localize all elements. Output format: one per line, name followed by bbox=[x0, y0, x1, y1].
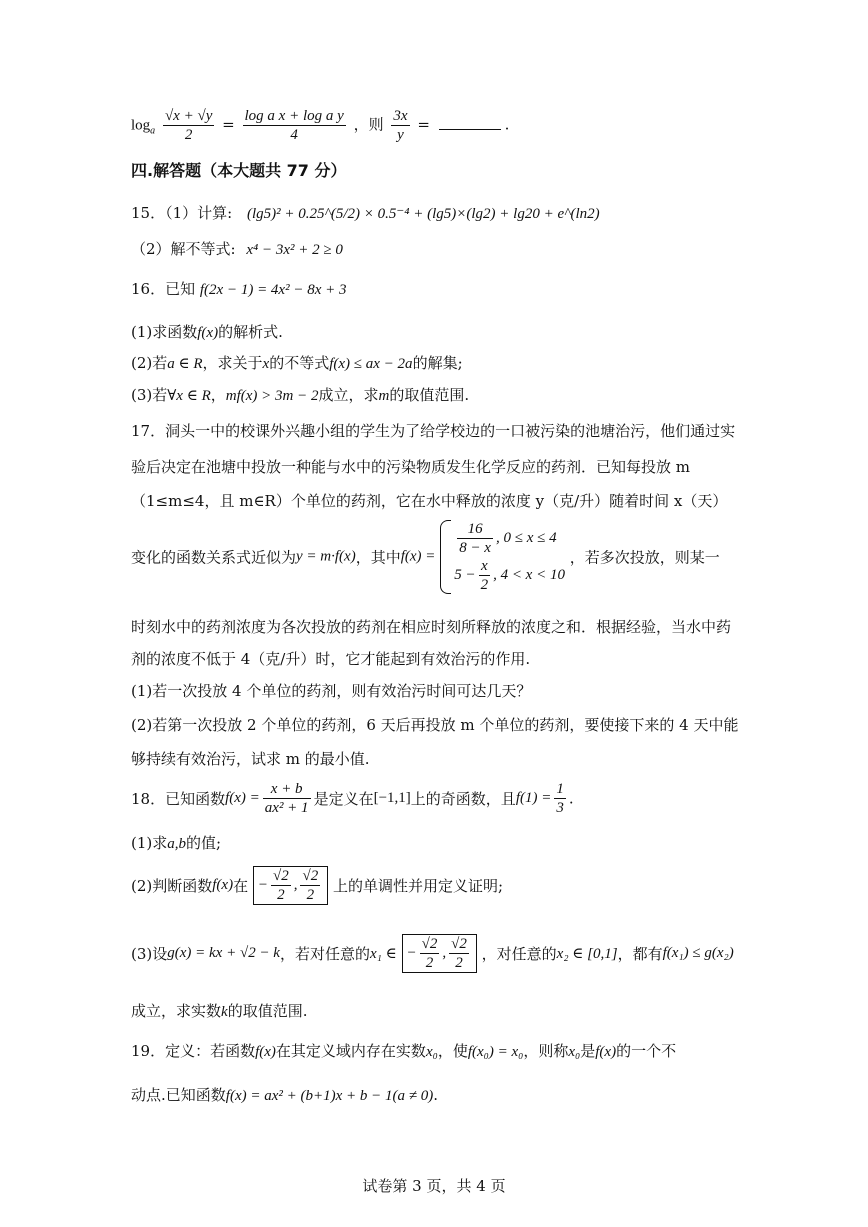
q19-l2-eq: f(x) = ax² + (b+1)x + b − 1(a ≠ 0) bbox=[225, 1088, 434, 1104]
q17-l4-c: ，若多次投放，则某一 bbox=[569, 548, 720, 567]
q18-p1-ab: a,b bbox=[167, 836, 186, 852]
section-heading: 四.解答题（本大题共 77 分） bbox=[131, 161, 347, 180]
q18-p4-k: k bbox=[221, 1004, 228, 1020]
q18-p3-g: g(x) = kx + √2 − k bbox=[167, 945, 280, 961]
q19-l1-b: 在其定义域内存在实数 bbox=[275, 1042, 426, 1060]
q18-part2 bbox=[131, 866, 503, 905]
piece-row-2 bbox=[454, 557, 565, 594]
frac-y-den: y bbox=[397, 127, 404, 143]
q18-f1-frac bbox=[554, 780, 566, 817]
q16-part2 bbox=[131, 352, 463, 375]
frac-sqrt-num: √x + √y bbox=[164, 108, 213, 124]
q16-p3-d: 的取值范围. bbox=[389, 386, 470, 404]
q18-f1-num: 1 bbox=[556, 781, 564, 797]
q18-p4-b: 的取值范围. bbox=[227, 1002, 308, 1020]
p3-int-left-den: 2 bbox=[425, 955, 434, 971]
p3-int-right-num: √2 bbox=[451, 936, 467, 952]
p3-int-comma: , bbox=[442, 945, 447, 961]
q16-part3 bbox=[131, 384, 469, 407]
q17-line4 bbox=[131, 520, 720, 594]
q16-p2-b: ，求关于 bbox=[202, 354, 263, 372]
q17-line2: 验后决定在池塘中投放一种能与水中的污染物质发生化学反应的药剂．已知每投放 m bbox=[131, 458, 690, 476]
q18-part1 bbox=[131, 832, 221, 855]
q18-p4: 成立，求实数 bbox=[131, 1002, 222, 1020]
q17-line6: 剂的浓度不低于 4（克/升）时，它才能起到有效治污的作用. bbox=[131, 650, 531, 668]
q16-given: f(2x − 1) = 4x² − 8x + 3 bbox=[199, 282, 347, 298]
q16-p2-ineq: f(x) ≤ ax − 2a bbox=[329, 356, 413, 372]
q17-part2a: (2)若第一次投放 2 个单位的药剂，6 天后再投放 m 个单位的药剂，要使接下来的 4 天中能 bbox=[131, 716, 739, 734]
q17-line5: 时刻水中的药剂浓度为各次投放的药剂在相应时刻所释放的浓度之和．根据经验，当水中药 bbox=[131, 618, 732, 636]
piece1-den: 8 − x bbox=[459, 540, 491, 556]
q18-p3-a: (3)设 bbox=[131, 945, 168, 963]
p3-int-right-den: 2 bbox=[455, 955, 463, 971]
q16-p2-cond: a ∈ R bbox=[167, 356, 203, 372]
q18-f1-den: 3 bbox=[556, 800, 564, 816]
q16-p3-m: m bbox=[378, 388, 390, 404]
q19-line1 bbox=[131, 1040, 676, 1063]
q15-num: 15．（1）计算: bbox=[131, 204, 233, 222]
q17-part1: (1)若一次投放 4 个单位的药剂，则有效治污时间可达几天？ bbox=[131, 682, 532, 700]
p3-int-left-num: √2 bbox=[421, 936, 438, 952]
q18-p2-b: 在 bbox=[233, 877, 249, 895]
q19-l1-fx2: f(x) bbox=[595, 1044, 617, 1060]
q19-line2 bbox=[131, 1084, 438, 1107]
q18-interval: [−1,1] bbox=[373, 790, 411, 806]
q18-p2-fx: f(x) bbox=[212, 877, 234, 893]
eq-sign: = bbox=[222, 115, 235, 134]
q15-line1 bbox=[131, 202, 600, 225]
frac-log-den: 4 bbox=[290, 127, 298, 143]
q16-line1 bbox=[131, 278, 347, 301]
frac-log-num: log a x + log a y bbox=[244, 108, 344, 124]
q15-part2-expr: x⁴ − 3x² + 2 ≥ 0 bbox=[246, 242, 343, 258]
q18-p2-c: 上的单调性并用定义证明; bbox=[333, 877, 504, 895]
q18-p3-interval bbox=[402, 934, 477, 973]
q17-part2b: 够持续有效治污，试求 m 的最小值. bbox=[131, 750, 370, 768]
q16-p2-c: 的不等式 bbox=[269, 354, 330, 372]
frac-sqrt bbox=[163, 107, 214, 144]
q18-p1-a: (1)求 bbox=[131, 834, 168, 852]
q15-part2-label: （2）解不等式: bbox=[131, 240, 236, 258]
q16-p3-ineq: mf(x) > 3m − 2 bbox=[225, 388, 319, 404]
q19-l1-f: 的一个不 bbox=[616, 1042, 677, 1060]
q18-line1 bbox=[131, 780, 574, 817]
q19-l2-a: 动点.已知函数 bbox=[131, 1086, 226, 1104]
frac-3x-y bbox=[391, 107, 409, 144]
piece2-num: x bbox=[479, 557, 491, 576]
q19-l1-eq: f(x₀) = x₀ bbox=[467, 1044, 524, 1060]
frac-3x-num: 3x bbox=[393, 108, 408, 124]
q15-line2 bbox=[131, 238, 343, 261]
piecewise-brace bbox=[440, 520, 451, 594]
q18-p3-c: ，对任意的 bbox=[481, 945, 557, 963]
q16-p1-text: (1)求函数 bbox=[131, 323, 198, 341]
piece1-num: 16 bbox=[457, 520, 493, 539]
q16-part1 bbox=[131, 321, 283, 344]
q18-p3-x1: x₁ ∈ bbox=[370, 946, 397, 962]
end-dot: . bbox=[504, 115, 510, 134]
q16-p3-a: (3)若 bbox=[131, 386, 168, 404]
piece2-pre: 5 − bbox=[454, 566, 476, 583]
piece2-den: 2 bbox=[480, 577, 489, 593]
int-neg: − bbox=[257, 877, 268, 893]
q19-l1-d: ，则称 bbox=[523, 1042, 569, 1060]
q18-frac bbox=[263, 780, 311, 817]
q18-mid: 是定义在 bbox=[313, 790, 374, 808]
q18-p3-x2: x₂ ∈ [0,1] bbox=[556, 946, 618, 962]
q17-line3: （1≤m≤4，且 m∈R）个单位的药剂，它在水中释放的浓度 y（克/升）随着时间 x（天） bbox=[131, 492, 728, 510]
q19-l1-x0b: x₀ bbox=[568, 1044, 581, 1060]
q16-p2-a: (2)若 bbox=[131, 354, 168, 372]
piece1-cond: , 0 ≤ x ≤ 4 bbox=[495, 529, 557, 546]
q16-p1-tail: 的解析式. bbox=[218, 323, 283, 341]
then-text: ，则 bbox=[353, 115, 384, 134]
int-right-num: √2 bbox=[302, 868, 319, 884]
int-right-den: 2 bbox=[306, 887, 315, 903]
eq-tail: = bbox=[417, 115, 430, 134]
q18-part4 bbox=[131, 1000, 307, 1023]
q19-l1-fx: f(x) bbox=[255, 1044, 276, 1060]
q19-l2-end: . bbox=[433, 1086, 439, 1104]
int-left-num: √2 bbox=[273, 868, 289, 884]
answer-blank[interactable] bbox=[439, 115, 501, 130]
q18-p1-b: 的值; bbox=[186, 834, 222, 852]
q18-fx: f(x) = bbox=[225, 790, 260, 806]
q15-expr: (lg5)² + 0.25^(5/2) × 0.5⁻⁴ + (lg5)×(lg2) + lg20 + e^(ln2) bbox=[246, 206, 600, 222]
piece2-cond: , 4 < x < 10 bbox=[493, 566, 565, 583]
q18-frac-den: ax² + 1 bbox=[264, 800, 309, 816]
piecewise-function bbox=[440, 520, 565, 594]
q19-l1-x0: x₀ bbox=[425, 1044, 438, 1060]
q18-p3-b: ，若对任意的 bbox=[279, 945, 370, 963]
q16-p3-cond: ∀x ∈ R bbox=[167, 388, 211, 404]
q17-l4-fx: f(x) = bbox=[400, 548, 436, 565]
q18-p3-ineq: f(x₁) ≤ g(x₂) bbox=[662, 945, 734, 961]
q19-l1-c: ，使 bbox=[437, 1042, 468, 1060]
q18-f1: f(1) = bbox=[515, 790, 552, 806]
q18-num: 18．已知函数 bbox=[131, 790, 226, 808]
log-symbol: log bbox=[131, 117, 151, 134]
q18-end: . bbox=[568, 789, 574, 808]
int-comma: , bbox=[293, 877, 298, 893]
q17-l4-a: 变化的函数关系式近似为 bbox=[131, 548, 297, 567]
frac-log bbox=[243, 107, 346, 144]
q16-p2-x: x bbox=[262, 356, 270, 372]
piece-row-1 bbox=[454, 520, 565, 557]
page-footer: 试卷第 3 页，共 4 页 bbox=[362, 1177, 506, 1195]
q17-l4-eq: y = m·f(x) bbox=[296, 548, 356, 565]
q19-l1-e: 是 bbox=[580, 1042, 596, 1060]
q16-p2-d: 的解集; bbox=[412, 354, 463, 372]
q18-p2-a: (2)判断函数 bbox=[131, 877, 213, 895]
q16-p3-c: 成立，求 bbox=[318, 386, 379, 404]
q16-num: 16．已知 bbox=[131, 280, 196, 298]
q18-mid2: 上的奇函数，且 bbox=[410, 790, 516, 808]
q18-p3-d: ，都有 bbox=[617, 945, 663, 963]
q19-l1-a: 19．定义：若函数 bbox=[131, 1042, 256, 1060]
p3-int-neg: − bbox=[406, 945, 417, 961]
log-base: a bbox=[150, 125, 156, 137]
q18-part3 bbox=[131, 934, 734, 973]
q17-l4-b: ，其中 bbox=[355, 548, 401, 567]
int-left-den: 2 bbox=[277, 887, 285, 903]
q16-p1-fx: f(x) bbox=[197, 325, 219, 341]
top-formula bbox=[131, 107, 509, 144]
frac-sqrt-den: 2 bbox=[184, 127, 193, 143]
q16-p3-b: ， bbox=[210, 386, 226, 404]
q18-interval-bracket bbox=[253, 866, 328, 905]
q18-frac-num: x + b bbox=[263, 780, 311, 799]
q17-line1: 17．洞头一中的校课外兴趣小组的学生为了给学校边的一口被污染的池塘治污，他们通过实 bbox=[131, 422, 736, 440]
